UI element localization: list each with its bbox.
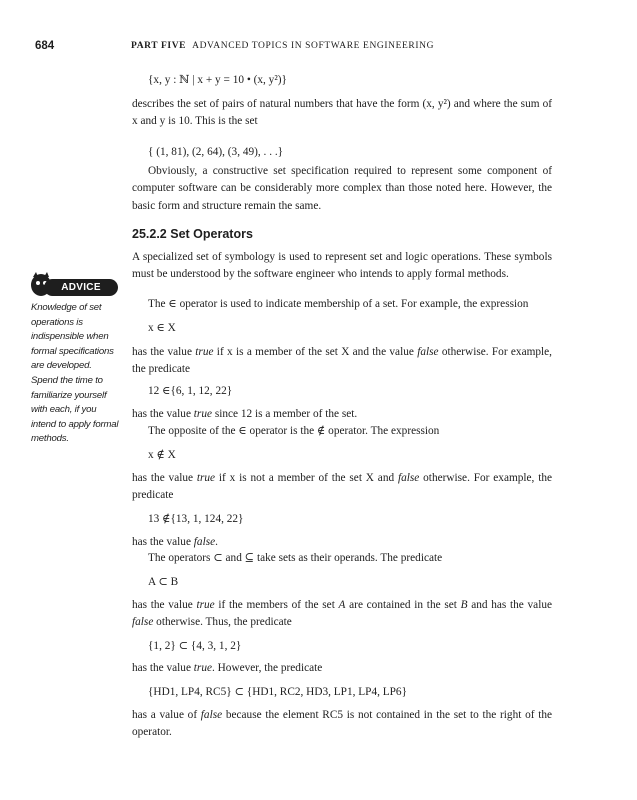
part-title: ADVANCED TOPICS IN SOFTWARE ENGINEERING	[192, 41, 435, 51]
part-label: PART FIVE	[131, 41, 187, 51]
display-12-in-set: 12 ∈{6, 1, 12, 22}	[148, 385, 233, 397]
display-subset-example-1: {1, 2} ⊂ {4, 3, 1, 2}	[148, 640, 242, 652]
paragraph-value-false: has the value false.	[132, 536, 218, 548]
page-number: 684	[35, 40, 55, 52]
margin-note: Knowledge of set operations is indispensible when formal specifications are developed. Spend the time to familiarize yourself with each, if you intend to apply formal methods.	[31, 302, 119, 445]
display-subset-example-2: {HD1, LP4, RC5} ⊂ {HD1, RC2, HD3, LP1, LP4, LP6}	[148, 686, 408, 698]
section-heading: 25.2.2 Set Operators	[132, 227, 253, 241]
paragraph-membership-operator: The ∈ operator is used to indicate membership of a set. For example, the expression	[148, 298, 529, 310]
display-x-not-in-x: x ∉ X	[148, 449, 176, 461]
paragraph-subset-operators: The operators ⊂ and ⊆ take sets as their operands. The predicate	[148, 552, 443, 564]
display-13-not-in-set: 13 ∉{13, 1, 124, 22}	[148, 513, 244, 525]
paragraph-value-true: has the value true. However, the predicate	[132, 662, 323, 674]
advice-label: ADVICE	[44, 279, 118, 296]
paragraph-opposite-operator: The opposite of the ∈ operator is the ∉ operator. The expression	[148, 425, 440, 437]
running-header	[0, 40, 637, 56]
paragraph-value-false-rc5: has a value of false because the element RC5 is not contained in the set to the right of the operator.	[132, 709, 552, 739]
paragraph-obviously: Obviously, a constructive set specification required to represent some component of computer software can be considerably more complex than those noted here. However, the basic form and structure remain the same.	[132, 165, 552, 212]
display-a-subset-b: A ⊂ B	[148, 576, 179, 588]
display-x-in-x: x ∈ X	[148, 322, 176, 334]
advice-badge	[30, 269, 130, 299]
paragraph-true-if-contained: has the value true if the members of the set A are contained in the set B and has the value false otherwise. Thus, the predicate	[132, 599, 552, 629]
display-constructive-set: {x, y : ℕ | x + y = 10 • (x, y²)}	[148, 74, 287, 86]
paragraph-true-since-12: has the value true since 12 is a member of the set.	[132, 408, 358, 420]
paragraph-symbology: A specialized set of symbology is used to represent set and logic operations. These symbols must be understood by the software engineer who intends to apply formal methods.	[132, 251, 552, 281]
display-set-pairs: { (1, 81), (2, 64), (3, 49), . . .}	[148, 146, 284, 158]
paragraph-true-if-member: has the value true if x is a member of the set X and the value false otherwise. For example, the predicate	[132, 346, 553, 376]
paragraph-describes-set: describes the set of pairs of natural numbers that have the form (x, y²) and where the sum of x and y is 10. This is the set	[132, 98, 552, 128]
paragraph-true-if-not-member: has the value true if x is not a member of the set X and false otherwise. For example, the predicate	[132, 472, 553, 502]
running-head	[131, 41, 434, 51]
